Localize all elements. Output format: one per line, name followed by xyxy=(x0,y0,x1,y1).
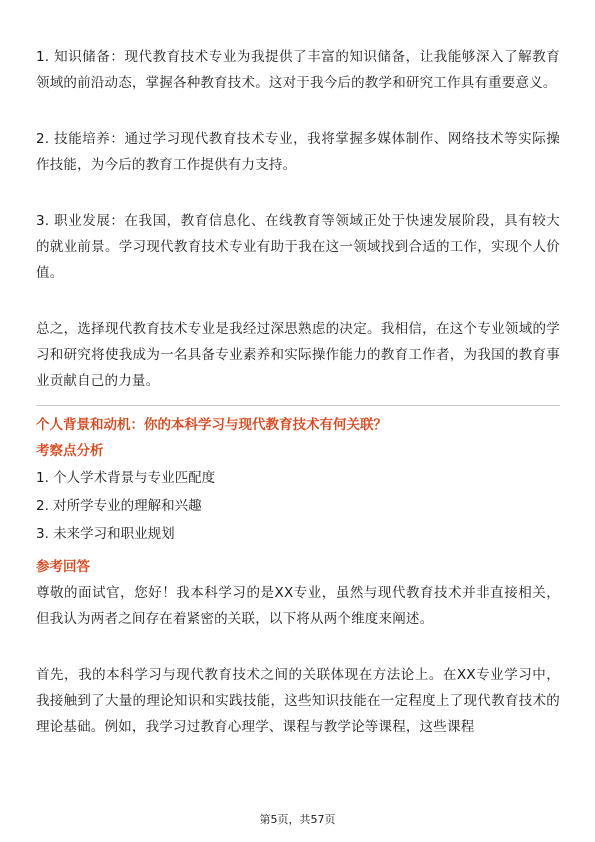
section-divider xyxy=(36,405,560,406)
paragraph-gap xyxy=(36,96,560,126)
list-item: 2. 对所学专业的理解和兴趣 xyxy=(36,498,202,514)
answer-paragraph-intro: 尊敬的面试官，您好！我本科学习的是XX专业，虽然与现代教育技术并非直接相关，但我认为两者之间存在着紧密的关联，以下将从两个维度来阐述。 xyxy=(36,585,560,627)
paragraph-skills: 2. 技能培养：通过学习现代教育技术专业，我将掌握多媒体制作、网络技术等实际操作技能，为今后的教育工作提供有力支持。 xyxy=(36,131,560,173)
page-number-footer: 第5页，共57页 xyxy=(259,813,336,826)
paragraph-gap xyxy=(36,178,560,208)
paragraph-knowledge: 1. 知识储备：现代教育技术专业为我提供了丰富的知识储备，让我能够深入了解教育领域的前沿动态，掌握各种教育技术。这对于我今后的教学和研究工作具有重要意义。 xyxy=(36,49,560,91)
paragraph-gap xyxy=(36,286,560,316)
paragraph-gap xyxy=(36,632,560,662)
question-title: 个人背景和动机：你的本科学习与现代教育技术有何关联？ xyxy=(36,417,387,433)
paragraph-career: 3. 职业发展：在我国，教育信息化、在线教育等领域正处于快速发展阶段，具有较大的就业前景。学习现代教育技术专业有助于我在这一领域找到合适的工作，实现个人价值。 xyxy=(36,213,560,281)
document-page xyxy=(36,44,560,740)
analysis-heading: 考察点分析 xyxy=(36,443,104,459)
list-item: 1. 个人学术背景与专业匹配度 xyxy=(36,470,216,486)
analysis-points-list xyxy=(36,464,560,548)
list-item: 3. 未来学习和职业规划 xyxy=(36,526,175,542)
answer-paragraph-method: 首先，我的本科学习与现代教育技术之间的关联体现在方法论上。在XX专业学习中，我接触到了大量的理论知识和实践技能，这些知识技能在一定程度上了现代教育技术的理论基础。例如，我学习过教育心理学、课程与教学论等课程，这些课程 xyxy=(36,667,560,735)
answer-heading: 参考回答 xyxy=(36,559,90,575)
paragraph-summary: 总之，选择现代教育技术专业是我经过深思熟虑的决定。我相信，在这个专业领域的学习和研究将使我成为一名具备专业素养和实际操作能力的教育工作者，为我国的教育事业贡献自己的力量。 xyxy=(36,321,560,389)
